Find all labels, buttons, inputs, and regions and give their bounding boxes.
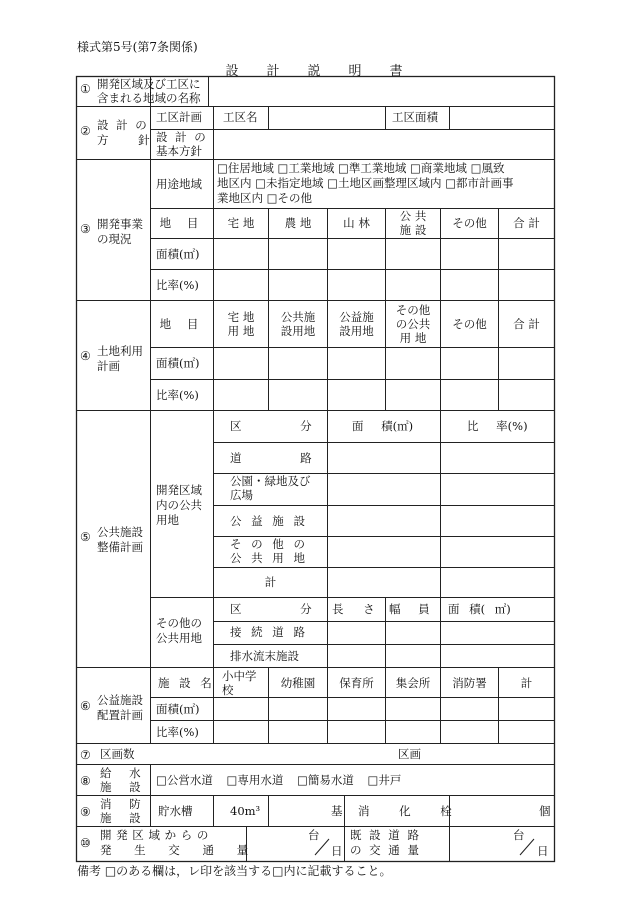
water-tank-capacity: 40m³ xyxy=(230,804,261,818)
dev-area-public-land-label: 開発区域 xyxy=(156,483,202,497)
kouku-name-label: 工区名 xyxy=(223,110,258,124)
col-school: 小中学 xyxy=(222,669,257,683)
col-public-facility-land-line2: 設用地 xyxy=(280,324,316,338)
section-4-number: ④ xyxy=(80,349,91,363)
col-nursery: 保育所 xyxy=(339,676,374,690)
land-category-header: 地 目 xyxy=(159,216,205,230)
kouku-area-label: 工区面積 xyxy=(392,110,438,124)
traffic-unit-day: 日 xyxy=(331,844,343,858)
ratio-row-label-3: 比率(%) xyxy=(156,725,199,739)
col-public-line2: 施 設 xyxy=(399,223,427,237)
col-farmland: 農 地 xyxy=(284,216,312,230)
section-5-label-line2: 整備計画 xyxy=(97,540,143,554)
section-4-label-line2: 計画 xyxy=(97,359,120,373)
section-10-label-line2: 発 生 交 通 量 xyxy=(100,843,250,857)
col-other: その他 xyxy=(452,216,487,230)
col-public: 公 共 xyxy=(399,209,427,223)
water-supply-options[interactable]: □公営水道 □専用水道 □簡易水道 □井戸 xyxy=(156,773,402,787)
section-3-label-line2: の現況 xyxy=(97,232,132,246)
col-total-3: 計 xyxy=(520,676,533,690)
total-row: 計 xyxy=(264,575,277,589)
use-district-options[interactable]: □住居地域 □工業地域 □準工業地域 □商業地域 □風致 xyxy=(217,161,505,175)
section-10-label: 開 発 区 域 か ら の xyxy=(100,828,209,842)
use-district-options-line2[interactable]: 地区内 □未指定地域 □土地区画整理区域内 □都市計画事 xyxy=(217,176,514,190)
document-title: 設 計 説 明 書 xyxy=(225,64,405,79)
other-public-land-row-line2: 公 共 用 地 xyxy=(230,551,308,565)
section-9-label-line2: 施 設 xyxy=(100,811,148,825)
area-row-label-3: 面積(㎡) xyxy=(156,702,200,716)
tank-unit: 基 xyxy=(331,804,343,818)
col-residential: 宅 地 xyxy=(227,216,255,230)
connecting-road-row: 接 続 道 路 xyxy=(230,625,308,639)
remarks-note: 備考 □のある欄は，レ印を該当する□内に記載すること。 xyxy=(77,864,392,878)
section-2-number: ② xyxy=(80,124,91,138)
section-3-label: 開発事業 xyxy=(97,217,143,231)
traffic-unit-day-2: 日 xyxy=(537,844,549,858)
section-6-label-line2: 配置計画 xyxy=(97,708,143,722)
section-7-label: 区画数 xyxy=(100,747,135,761)
col-public-facility-land: 公共施 xyxy=(280,310,316,324)
hydrant-unit: 個 xyxy=(539,804,551,818)
section-1-number: ① xyxy=(80,82,91,96)
section-7-number: ⑦ xyxy=(80,748,91,762)
col-total-2: 合 計 xyxy=(513,317,540,331)
length-header: 長 さ xyxy=(332,602,375,616)
section-4-label: 土地利用 xyxy=(97,344,143,358)
section-6-label: 公益施設 xyxy=(97,693,143,707)
col-fire-station: 消防署 xyxy=(452,676,487,690)
col-forest: 山 林 xyxy=(343,216,370,230)
water-tank-label: 貯水槽 xyxy=(158,804,193,818)
section-8-label-line2: 施 設 xyxy=(100,780,148,794)
other-public-land-row: そ の 他 の xyxy=(230,537,308,551)
col-total: 合 計 xyxy=(513,216,540,230)
area-header-2: 面 積( ㎡) xyxy=(448,602,511,616)
existing-road-label: 既 設 道 路 xyxy=(350,828,421,842)
section-6-number: ⑥ xyxy=(80,699,91,713)
form-code: 様式第5号(第7条関係) xyxy=(77,40,198,54)
col-other-public-land: その他 xyxy=(395,303,431,317)
area-row-label-2: 面積(㎡) xyxy=(156,356,200,370)
section-5-number: ⑤ xyxy=(80,530,91,544)
fire-hydrant-label: 消 化 栓 xyxy=(358,804,452,818)
col-kindergarten: 幼稚園 xyxy=(280,676,316,690)
existing-road-label-line2: の 交 通 量 xyxy=(350,843,421,857)
dev-area-public-land-label-line2: 内の公共 xyxy=(156,498,202,512)
col-public-benefit-land-line2: 設用地 xyxy=(339,324,374,338)
kubun-header: 区 分 xyxy=(230,419,312,433)
use-district-options-line3[interactable]: 業地区内 □その他 xyxy=(217,191,313,205)
section-1-label: 開発区域及び工区に xyxy=(97,77,201,91)
design-basic-policy-label: 設 計 の xyxy=(156,130,208,144)
facility-name-header: 施 設 名 xyxy=(158,676,215,690)
park-row: 公園・緑地及び xyxy=(230,474,311,488)
section-8-label: 給 水 xyxy=(100,766,148,780)
design-basic-policy-label-line2: 基本方針 xyxy=(156,144,202,158)
park-row-line2: 広場 xyxy=(230,488,253,502)
area-row-label: 面積(㎡) xyxy=(156,247,200,261)
width-header: 幅 員 xyxy=(389,602,430,616)
kouku-plan-label: 工区計画 xyxy=(156,110,202,124)
kubun-header-2: 区 分 xyxy=(230,602,312,616)
col-other-public-land-line2: の公共 xyxy=(395,317,431,331)
col-public-benefit-land: 公益施 xyxy=(339,310,374,324)
traffic-unit-vehicles: 台 xyxy=(308,828,320,842)
section-5-label: 公共施設 xyxy=(97,525,143,539)
section-10-number: ⑩ xyxy=(80,836,91,850)
road-row: 道 路 xyxy=(230,451,312,465)
other-public-land-label: その他の xyxy=(156,616,202,630)
section-2-label: 設 計 の xyxy=(97,118,149,132)
traffic-unit-vehicles-2: 台 xyxy=(513,828,525,842)
col-meeting-hall: 集会所 xyxy=(395,676,431,690)
section-1-label-line2: 含まれる地域の名称 xyxy=(97,91,201,105)
ratio-row-label: 比率(%) xyxy=(156,278,199,292)
area-header: 面 積(㎡) xyxy=(352,419,414,433)
col-residential-land-line2: 用 地 xyxy=(227,324,255,338)
col-other-public-land-line3: 用 地 xyxy=(399,331,427,345)
public-benefit-row: 公 益 施 設 xyxy=(230,514,308,528)
drainage-row: 排水流末施設 xyxy=(230,649,299,663)
ratio-row-label-2: 比率(%) xyxy=(156,388,199,402)
col-school-line2: 校 xyxy=(222,683,234,697)
ratio-header: 比 率(%) xyxy=(467,419,528,433)
section-2-label-line2: 方 針 xyxy=(97,133,163,147)
lot-count-unit: 区画 xyxy=(398,747,421,761)
col-residential-land: 宅 地 xyxy=(227,310,255,324)
section-8-number: ⑧ xyxy=(80,774,91,788)
section-9-label: 消 防 xyxy=(100,797,148,811)
other-public-land-label-line2: 公共用地 xyxy=(156,631,202,645)
use-district-label: 用途地域 xyxy=(156,177,202,191)
section-9-number: ⑨ xyxy=(80,805,91,819)
land-category-header-2: 地 目 xyxy=(159,317,205,331)
dev-area-public-land-label-line3: 用地 xyxy=(156,513,179,527)
section-3-number: ③ xyxy=(80,222,91,236)
col-other-2: その他 xyxy=(452,317,487,331)
